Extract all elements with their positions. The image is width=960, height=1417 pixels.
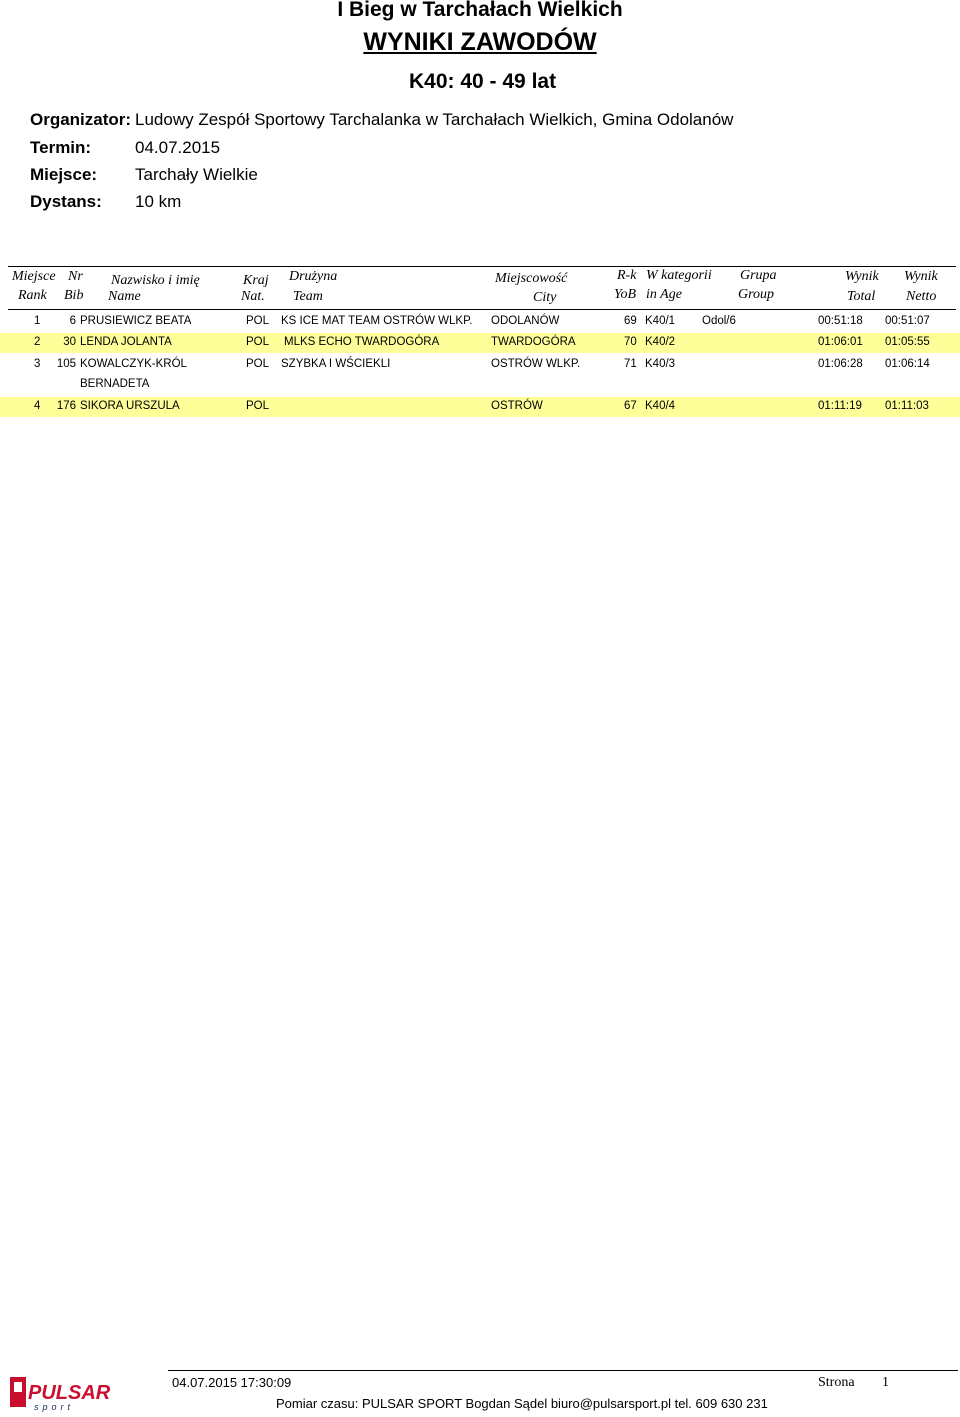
cell-total: 01:11:19 [818,400,862,412]
cell-yob: 70 [624,336,637,348]
organizer-value: Ludowy Zespół Sportowy Tarchalanka w Tarchałach Wielkich, Gmina Odolanów [135,110,734,129]
cell-rank: 1 [34,315,41,327]
cell-netto: 01:05:55 [885,336,930,348]
header-top-rule [8,266,956,267]
results-title: WYNIKI ZAWODÓW [363,28,597,56]
category-title: K40: 40 - 49 lat [409,70,557,93]
cell-bib: 176 [56,400,76,412]
logo-subtext: sport [34,1402,75,1412]
cell-category: K40/2 [645,336,676,348]
col-total-pl: Wynik [845,269,879,284]
cell-nat: POL [246,315,270,327]
table-row [0,397,960,417]
cell-rank: 4 [34,400,41,412]
event-title: I Bieg w Tarchałach Wielkich [337,0,623,21]
table-row [0,355,960,395]
cell-team: SZYBKA I WŚCIEKLI [281,358,391,370]
cell-name: PRUSIEWICZ BEATA [80,315,192,327]
cell-bib: 105 [56,358,76,370]
col-group-en: Group [738,287,775,302]
col-rank-en: Rank [18,288,47,303]
header-bottom-rule [8,309,956,310]
cell-category: K40/4 [645,400,676,412]
cell-rank: 3 [34,358,41,370]
page-label: Strona [818,1375,855,1390]
cell-name: SIKORA URSZULA [80,400,180,412]
distance-label: Dystans: [30,192,102,211]
cell-name-continued: BERNADETA [80,378,150,390]
cell-yob: 69 [624,315,637,327]
logo-text: PULSAR [28,1382,111,1404]
cell-yob: 67 [624,400,637,412]
cell-bib: 6 [69,315,76,327]
col-yob-en: YoB [614,287,637,302]
cell-netto: 00:51:07 [885,315,930,327]
cell-city: TWARDOGÓRA [491,336,576,348]
cell-category: K40/1 [645,315,676,327]
col-cat-en: in Age [646,287,682,302]
col-rank-pl: Miejsce [12,269,56,284]
cell-city: OSTRÓW [491,400,543,412]
pulsar-logo [10,1374,120,1412]
cell-team: KS ICE MAT TEAM OSTRÓW WLKP. [281,315,473,327]
col-name-pl: Nazwisko i imię [111,273,200,288]
cell-nat: POL [246,336,270,348]
place-value: Tarchały Wielkie [135,165,258,184]
footer-timestamp: 04.07.2015 17:30:09 [172,1375,292,1390]
distance-value: 10 km [135,192,182,211]
cell-total: 01:06:01 [818,336,863,348]
col-netto-pl: Wynik [904,269,938,284]
place-label: Miejsce: [30,165,98,184]
col-yob-pl: R-k [617,268,637,283]
col-city-en: City [533,290,557,305]
table-row [0,333,960,353]
footer-credits: Pomiar czasu: PULSAR SPORT Bogdan Sądel biuro@pulsarsport.pl tel. 609 630 231 [276,1396,768,1411]
cell-total: 01:06:28 [818,358,863,370]
cell-total: 00:51:18 [818,315,863,327]
cell-netto: 01:11:03 [885,400,929,412]
cell-name: KOWALCZYK-KRÓL [80,358,187,370]
cell-nat: POL [246,358,270,370]
cell-city: OSTRÓW WLKP. [491,358,581,370]
col-nat-pl: Kraj [243,273,269,288]
col-team-pl: Drużyna [289,269,338,284]
cell-rank: 2 [34,336,41,348]
col-city-pl: Miejscowość [495,271,568,286]
col-bib-pl: Nr [68,269,83,284]
col-total-en: Total [847,289,876,304]
cell-netto: 01:06:14 [885,358,930,370]
date-label: Termin: [30,138,92,157]
cell-bib: 30 [63,336,76,348]
pulsar-logo-icon [10,1374,120,1412]
cell-nat: POL [246,400,270,412]
cell-yob: 71 [624,358,637,370]
col-team-en: Team [293,289,323,304]
col-nat-en: Nat. [241,289,265,304]
cell-group: Odol/6 [702,315,736,327]
col-name-en: Name [108,289,141,304]
col-bib-en: Bib [64,288,84,303]
col-netto-en: Netto [906,289,937,304]
cell-city: ODOLANÓW [491,315,560,327]
footer-rule [168,1370,958,1371]
col-cat-pl: W kategorii [646,268,712,283]
date-value: 04.07.2015 [135,138,221,157]
cell-name: LENDA JOLANTA [80,336,172,348]
col-group-pl: Grupa [740,268,777,283]
cell-team: MLKS ECHO TWARDOGÓRA [284,336,440,348]
cell-category: K40/3 [645,358,676,370]
table-row [0,312,960,332]
page-number: 1 [882,1375,889,1390]
organizer-label: Organizator: [30,110,132,129]
